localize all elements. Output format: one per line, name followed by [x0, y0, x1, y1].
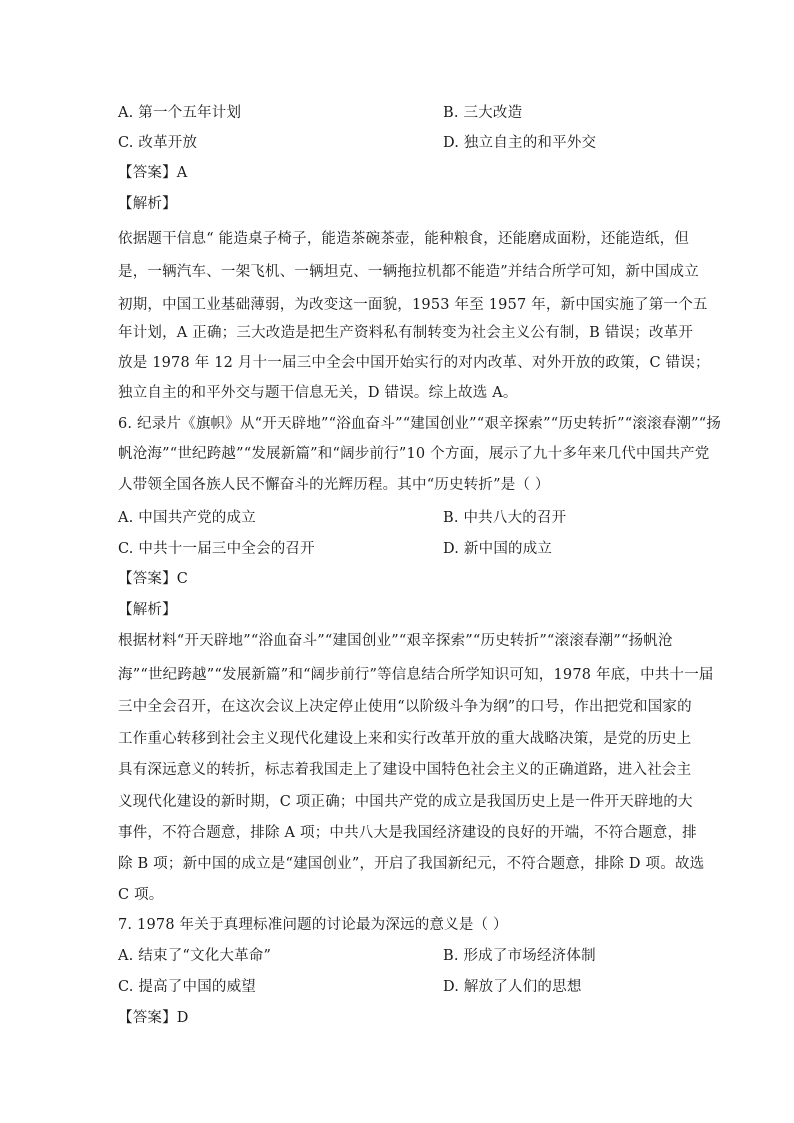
q6-option-d: D. 新中国的成立 [443, 541, 553, 557]
q7-stem: 7. 1978 年关于真理标准问题的讨论最为深远的意义是（ ） [118, 917, 508, 933]
q6-analysis-line: 工作重心转移到社会主义现代化建设上来和实行改革开放的重大战略决策，是党的历史上 [118, 731, 692, 747]
q5-option-a: A. 第一个五年计划 [118, 105, 242, 121]
q5-analysis-label: 【解析】 [118, 196, 177, 212]
q7-option-a: A. 结束了“文化大革命” [118, 948, 272, 964]
q6-analysis-line: 三中全会召开，在这次会议上决定停止使用“以阶级斗争为纲”的口号，作出把党和国家的 [118, 699, 692, 715]
q6-analysis-line: 事件，不符合题意，排除 A 项；中共八大是我国经济建设的良好的开端，不符合题意，排 [118, 825, 697, 841]
q6-analysis-line: 除 B 项；新中国的成立是“建国创业”，开启了我国新纪元，不符合题意，排除 D 项。故选 [118, 856, 705, 872]
q6-stem-line: 人带领全国各族人民不懈奋斗的光辉历程。其中“历史转折”是（ ） [118, 477, 550, 493]
q5-answer: 【答案】A [118, 165, 188, 181]
q7-option-b: B. 形成了市场经济体制 [443, 948, 596, 964]
q7-answer: 【答案】D [118, 1010, 189, 1026]
q6-analysis-line: C 项。 [118, 887, 164, 903]
q6-option-b: B. 中共八大的召开 [443, 510, 567, 526]
q6-analysis-label: 【解析】 [118, 602, 177, 618]
q6-answer: 【答案】C [118, 571, 189, 587]
q5-option-b: B. 三大改造 [443, 105, 523, 121]
q5-option-d: D. 独立自主的和平外交 [443, 135, 597, 151]
q6-option-c: C. 中共十一届三中全会的召开 [118, 541, 315, 557]
q6-analysis-line: 海”“世纪跨越”“发展新篇”和“阔步前行”等信息结合所学知识可知，1978 年底，中共十一届 [118, 667, 714, 683]
q7-option-d: D. 解放了人们的思想 [443, 979, 582, 995]
q5-analysis-line: 独立自主的和平外交与题干信息无关，D 错误。综上故选 A。 [118, 385, 518, 401]
q6-option-a: A. 中国共产党的成立 [118, 510, 256, 526]
q6-analysis-line: 义现代化建设的新时期，C 项正确；中国共产党的成立是我国历史上是一件开天辟地的大 [118, 794, 693, 810]
q6-stem-line: 帆沧海”“世纪跨越”“发展新篇”和“阔步前行”10 个方面，展示了九十多年来几代中国共产党 [118, 446, 710, 462]
q6-analysis-line: 根据材料“开天辟地”“浴血奋斗”“建国创业”“艰辛探索”“历史转折”“滚滚春潮”“扬帆沧 [118, 633, 673, 649]
q7-option-c: C. 提高了中国的威望 [118, 979, 256, 995]
q5-analysis-line: 是，一辆汽车、一架飞机、一辆坦克、一辆拖拉机都不能造”并结合所学可知，新中国成立 [118, 264, 699, 280]
q5-analysis-line: 依据题干信息“ 能造桌子椅子，能造茶碗茶壶，能种粮食，还能磨成面粉，还能造纸，但 [118, 231, 690, 247]
q5-option-c: C. 改革开放 [118, 135, 198, 151]
q6-stem-line: 6. 纪录片《旗帜》从“开天辟地”“浴血奋斗”“建国创业”“艰辛探索”“历史转折”“滚滚春潮”“扬 [118, 416, 722, 432]
q5-analysis-line: 放是 1978 年 12 月十一届三中全会中国开始实行的对内改革、对外开放的政策，C 错误； [118, 355, 710, 371]
q6-analysis-line: 具有深远意义的转折，标志着我国走上了建设中国特色社会主义的正确道路，进入社会主 [118, 762, 692, 778]
q5-analysis-line: 年计划，A 正确；三大改造是把生产资料私有制转变为社会主义公有制，B 错误；改革开 [118, 325, 694, 341]
q5-analysis-line: 初期，中国工业基础薄弱，为改变这一面貌，1953 年至 1957 年，新中国实施了第一个五 [118, 297, 708, 313]
